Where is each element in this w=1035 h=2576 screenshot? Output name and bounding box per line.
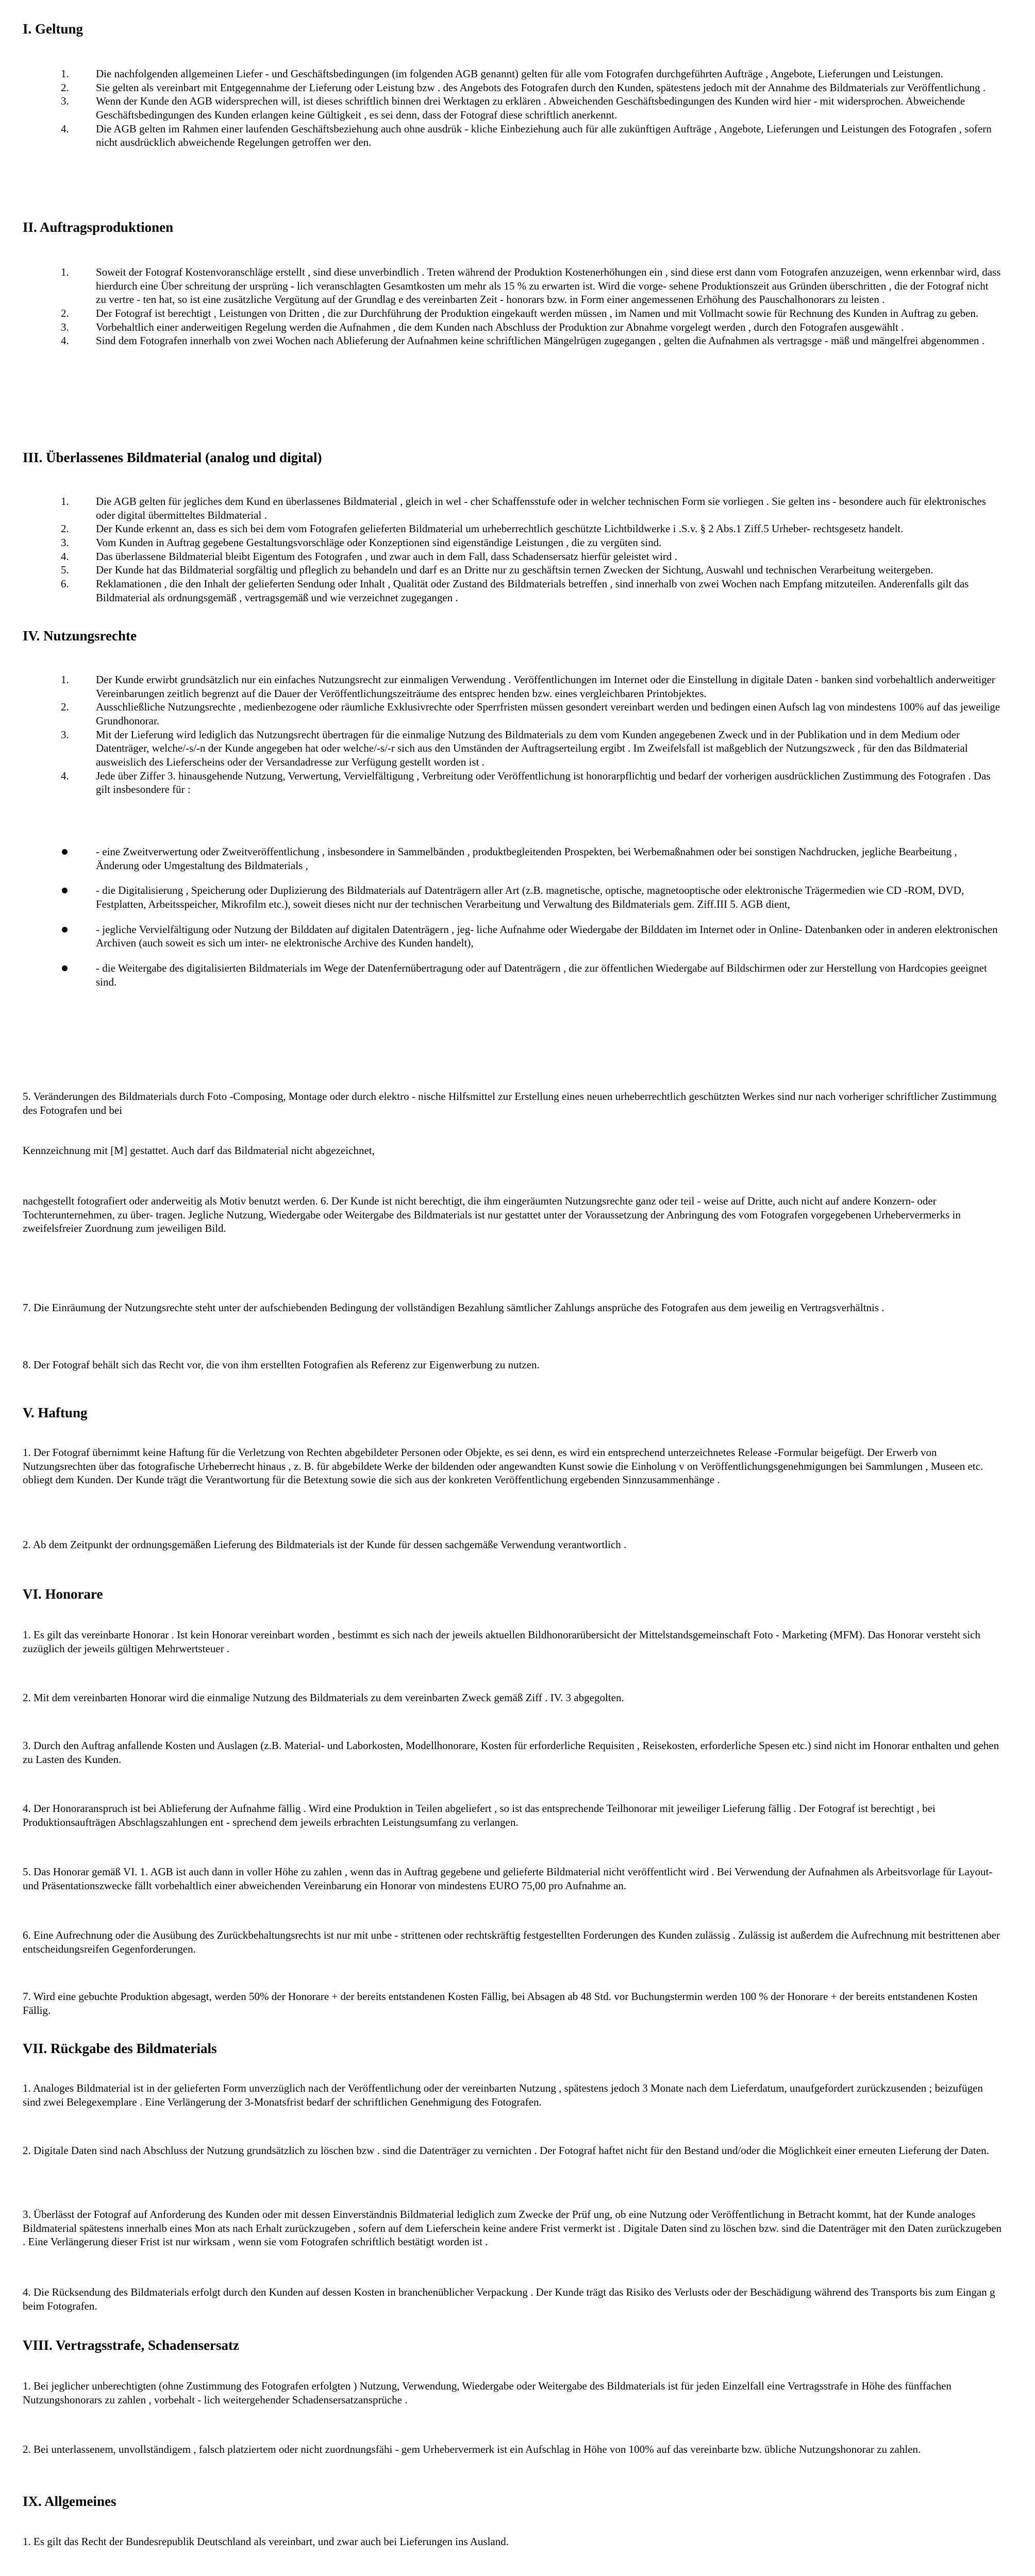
list-text: Der Kunde hat das Bildmaterial sorgfältig und pfleglich zu behandeln und darf es an Dritte nur zu geschäftsin ternen Zwecken der Sichtung, Auswahl und technischen Verarbeitung weitergeben. — [96, 564, 933, 577]
nutzung-paragraph-6: nachgestellt fotografiert oder anderweitig als Motiv benutzt werden. 6. Der Kunde ist nicht berechtigt, die ihm eingeräumten Nutzungsrechte ganz oder teil - weise auf Dritte, auch nicht auf andere Konzern- oder Tochterunternehmen, zu über- tragen. Jegliche Nutzung, Wiedergabe oder Weitergabe des Bildmaterials ist nur gestattet unter der Voraussetzung der Anbringung des vom Fotografen vorgegebenen Urhebervermerks in zweifelsfreier Zuordnung zum jeweiligen Bild. — [23, 1195, 961, 1235]
list-item — [0, 673, 1035, 700]
list-number: 3. — [61, 728, 69, 741]
list-text: Sind dem Fotografen innerhalb von zwei Wochen nach Ablieferung der Aufnahmen keine schriftlichen Mängelrügen zugegangen , gelten die Aufnahmen als vertragsge - mäß und mängelfrei abgenommen . — [96, 334, 985, 347]
section-title-nutzungsrechte: IV. Nutzungsrechte — [23, 628, 137, 643]
list-text: Sie gelten als vereinbart mit Entgegennahme der Lieferung oder Leistung bzw . des Angebots des Fotografen durch den Kunden, spätestens jedoch mit der Annahme des Bildmaterials zur Veröffentlichung . — [96, 81, 986, 94]
bullet-icon — [62, 888, 68, 893]
list-text: Vorbehaltlich einer anderweitigen Regelung werden die Aufnahmen , die dem Kunden nach Abschluss der Produktion zur Abnahme vorgelegt werden , durch den Fotografen ausgewählt . — [96, 320, 904, 333]
bullet-icon — [62, 849, 68, 855]
rueckgabe-paragraph-1: 1. Analoges Bildmaterial ist in der gelieferten Form unverzüglich nach der Veröffentlichung oder der vereinbarten Nutzung , spätestens jedoch 3 Monate nach dem Lieferdatum, unaufgefordert zurückzusenden ; beizufügen sind zwei Belegexemplare . Eine Verlängerung der 3-Monatsfrist bedarf der schriftlichen Genehmigung des Fotografen. — [23, 2082, 983, 2108]
rueckgabe-paragraph-3: 3. Überlässt der Fotograf auf Anforderung des Kunden oder mit dessen Einverständnis Bildmaterial lediglich zum Zwecke der Prüf ung, ob eine Nutzung oder Veröffentlichung in Betracht kommt, hat der Kunde analoges Bildmaterial spätestens innerhalb eines Mon ats nach Erhalt zurückzugeben , sofern auf dem Lieferschein keine andere Frist vermerkt ist . Digitale Daten sind zu löschen bzw. sind die Datenträger mit den Daten zurückzugeben . Eine Verlängerung dieser Frist ist nur wirksam , wenn sie vom Fotografen schriftlich bestätigt worden ist . — [23, 2208, 1002, 2248]
list-number: 1. — [61, 67, 69, 80]
list-number: 2. — [61, 307, 69, 319]
honorare-paragraph-6: 6. Eine Aufrechnung oder die Ausübung des Zurückbehaltungsrechts ist nur mit unbe - strittenen oder rechtskräftig festgestellten Forderungen des Kunden zulässig . Zulässig ist außerdem die Aufrechnung mit bestrittenen aber entscheidungsreifen Gegenforderungen. — [23, 1929, 1000, 1955]
list-number: 2. — [61, 81, 69, 94]
list-item — [0, 81, 1035, 95]
list-number: 6. — [61, 577, 69, 590]
list-item — [0, 122, 1035, 149]
list-item — [0, 67, 1035, 81]
list-number: 2. — [61, 522, 69, 535]
list-number: 3. — [61, 320, 69, 333]
section-title-honorare: VI. Honorare — [23, 1586, 103, 1602]
allgemeines-paragraph-1: 1. Es gilt das Recht der Bundesrepublik Deutschland als vereinbart, und zwar auch bei Lieferungen ins Ausland. — [23, 2535, 509, 2548]
list-item — [0, 307, 1035, 320]
list-item — [0, 334, 1035, 348]
list-item — [0, 769, 1035, 796]
list-item — [0, 522, 1035, 536]
section-title-rueckgabe: VII. Rückgabe des Bildmaterials — [23, 2041, 217, 2056]
bullet-icon — [62, 927, 68, 933]
list-number: 5. — [61, 564, 69, 577]
bullet-text: - jegliche Vervielfältigung oder Nutzung der Bilddaten auf digitalen Datenträgern , jeg- liche Aufnahme oder Wiedergabe der Bilddaten im Internet oder in Online- Datenbanken oder in anderen elektronischen Archiven (auch soweit es sich um inter- ne elektronische Archive des Kunden handelt), — [96, 923, 998, 950]
vertragsstrafe-paragraph-2: 2. Bei unterlassenem, unvollständigem , falsch platziertem oder nicht zuordnungsfähi - gem Urhebervermerk ist ein Aufschlag in Höhe von 100% auf das vereinbarte bzw. übliche Nutzungshonorar zu zahlen. — [23, 2443, 921, 2455]
list-text: Die AGB gelten für jegliches dem Kund en überlassenes Bildmaterial , gleich in wel - cher Schaffensstufe oder in welcher technischen Form sie vorliegen . Sie gelten ins - besondere auch für elektronisches oder digital übermitteltes Bildmaterial . — [96, 495, 986, 521]
list-number: 4. — [61, 122, 69, 135]
nutzung-paragraph-5: 5. Veränderungen des Bildmaterials durch Foto -Composing, Montage oder durch elektro - nische Hilfsmittel zur Erstellung eines neuen urheberrechtlich geschützten Werkes sind nur nach vorheriger schriftlicher Zustimmung des Fotografen und bei — [23, 1090, 997, 1116]
auftrag-list — [0, 265, 1035, 348]
bullet-text: - eine Zweitverwertung oder Zweitveröffentlichung , insbesondere in Sammelbänden , produktbegleitenden Prospekten, bei Werbemaßnahmen oder bei sonstigen Nachdrucken, jegliche Bearbeitung , Änderung oder Umgestaltung des Bildmaterials , — [96, 845, 957, 872]
list-text: Die nachfolgenden allgemeinen Liefer - und Geschäftsbedingungen (im folgenden AGB genannt) gelten für alle vom Fotografen durchgeführten Aufträge , Angebote, Lieferungen und Leistungen. — [96, 67, 943, 80]
honorare-paragraph-1: 1. Es gilt das vereinbarte Honorar . Ist kein Honorar vereinbart worden , bestimmt es sich nach der jeweils aktuellen Bildhonorarübersicht der Mittelstandsgemeinschaft Foto - Marketing (MFM). Das Honorar versteht sich zuzüglich der jeweils gültigen Mehrwertsteuer . — [23, 1629, 981, 1655]
list-text: Das überlassene Bildmaterial bleibt Eigentum des Fotografen , und zwar auch in dem Fall, dass Schadensersatz hierfür geleistet wird . — [96, 550, 677, 563]
bullet-icon — [62, 965, 68, 971]
section-title-auftragsproduktionen: II. Auftragsproduktionen — [23, 219, 174, 235]
list-item — [0, 728, 1035, 769]
bullet-item — [0, 923, 1035, 950]
bildmaterial-list — [0, 495, 1035, 604]
honorare-paragraph-5: 5. Das Honorar gemäß VI. 1. AGB ist auch dann in voller Höhe zu zahlen , wenn das in Auftrag gegebene und gelieferte Bildmaterial nicht veröffentlicht wird . Bei Verwendung der Aufnahmen als Arbeitsvorlage für Layout- und Präsentationszwecke fällt vorbehaltlich einer abweichenden Vereinbarung ein Honorar von mindestens EURO 75,00 pro Aufnahme an. — [23, 1866, 993, 1892]
list-text: Mit der Lieferung wird lediglich das Nutzungsrecht übertragen für die einmalige Nutzung des Bildmaterials zu dem vom Kunden angegebenen Zweck und in der Publikation und in dem Medium oder Datenträger, welche/-s/-n der Kunde angegeben hat oder welche/-s/-r sich aus den Umständen der Auftragserteilung ergibt . Im Zweifelsfall ist maßgeblich der Nutzungszweck , für den das Bildmaterial ausweislich des Lieferscheins oder der Versandadresse zur Verfügung gestellt worden ist . — [96, 728, 968, 768]
list-text: Der Fotograf ist berechtigt , Leistungen von Dritten , die zur Durchführung der Produktion eingekauft werden müssen , im Namen und mit Vollmacht sowie für Rechnung des Kunden in Auftrag zu geben. — [96, 307, 979, 319]
list-text: Reklamationen , die den Inhalt der gelieferten Sendung oder Inhalt , Qualität oder Zustand des Bildmaterials betreffen , sind innerhalb von zwei Wochen nach Empfang mitzuteilen. Anderenfalls gilt das Bildmaterial als ordnungsgemäß , vertragsgemäß und wie verzeichnet zugegangen . — [96, 577, 969, 604]
honorare-paragraph-7: 7. Wird eine gebuchte Produktion abgesagt, werden 50% der Honorare + der bereits entstandenen Kosten Fällig, bei Absagen ab 48 Std. vor Buchungstermin werden 100 % der Honorare + der bereits entstandenen Kosten Fällig. — [23, 1990, 978, 2016]
list-text: Die AGB gelten im Rahmen einer laufenden Geschäftsbeziehung auch ohne ausdrük - kliche Einbeziehung auch für alle zukünftigen Aufträge , Angebote, Lieferungen und Leistungen des Fotografen , sofern nicht ausdrücklich abweichende Regelungen getroffen wer den. — [96, 122, 992, 149]
list-item — [0, 320, 1035, 334]
nutzung-bullets — [0, 845, 1035, 989]
list-item — [0, 265, 1035, 307]
nutzung-kennzeichnung: Kennzeichnung mit [M] gestattet. Auch darf das Bildmaterial nicht abgezeichnet, — [23, 1144, 375, 1157]
nutzung-paragraph-8: 8. Der Fotograf behält sich das Recht vor, die von ihm erstellten Fotografien als Referenz zur Eigenwerbung zu nutzen. — [23, 1359, 540, 1371]
list-number: 1. — [61, 495, 69, 507]
list-number: 3. — [61, 536, 69, 549]
section-title-bildmaterial: III. Überlassenes Bildmaterial (analog und digital) — [23, 450, 322, 465]
list-text: Ausschließliche Nutzungsrechte , medienbezogene oder räumliche Exklusivrechte oder Sperrfristen müssen gesondert vereinbart werden und bedingen einen Aufsch lag von mindestens 100% auf das jeweilige Grundhonorar. — [96, 701, 1000, 727]
bullet-item — [0, 884, 1035, 911]
list-item — [0, 577, 1035, 604]
list-number: 4. — [61, 550, 69, 563]
list-number: 1. — [61, 673, 69, 686]
list-item — [0, 550, 1035, 564]
list-number: 4. — [61, 334, 69, 347]
list-item — [0, 700, 1035, 727]
bullet-item — [0, 845, 1035, 872]
section-title-geltung: I. Geltung — [23, 21, 84, 37]
honorare-paragraph-4: 4. Der Honoraranspruch ist bei Ablieferung der Aufnahme fällig . Wird eine Produktion in Teilen abgeliefert , so ist das entsprechende Teilhonorar mit jeweiliger Lieferung fällig . Der Fotograf ist berechtigt , bei Produktionsaufträgen Abschlagszahlungen ent - sprechend dem jeweils erbrachten Leistungsumfang zu verlangen. — [23, 1802, 936, 1828]
list-item — [0, 563, 1035, 577]
section-title-haftung: V. Haftung — [23, 1405, 88, 1420]
list-number: 1. — [61, 266, 69, 278]
rueckgabe-paragraph-2: 2. Digitale Daten sind nach Abschluss der Nutzung grundsätzlich zu löschen bzw . sind die Datenträger zu vernichten . Der Fotograf haftet nicht für den Bestand und/oder die Möglichkeit einer erneuten Lieferung der Daten. — [23, 2144, 989, 2157]
list-text: Der Kunde erwirbt grundsätzlich nur ein einfaches Nutzungsrecht zur einmaligen Verwendung . Veröffentlichungen im Internet oder die Einstellung in digitale Daten - banken sind vorbehaltlich anderweitiger Vereinbarungen zeitlich begrenzt auf die Dauer der Veröffentlichungszeiträume des entsprec henden bzw. eines vergleichbaren Printobjektes. — [96, 673, 995, 700]
honorare-paragraph-3: 3. Durch den Auftrag anfallende Kosten und Auslagen (z.B. Material- und Laborkosten, Modellhonorare, Kosten für erforderliche Requisiten , Reisekosten, erforderliche Spesen etc.) sind nicht im Honorar enthalten und gehen zu Lasten des Kunden. — [23, 1739, 999, 1766]
list-text: Wenn der Kunde den AGB widersprechen will, ist dieses schriftlich binnen drei Werktagen zu erklären . Abweichenden Geschäftsbedingungen des Kunden wird hier - mit widersprochen. Abweichende Geschäftsbedingungen des Kunden erlangen keine Gültigkeit , es sei denn, dass der Fotograf diese schriftlich anerkennt. — [96, 95, 965, 121]
haftung-paragraph-1: 1. Der Fotograf übernimmt keine Haftung für die Verletzung von Rechten abgebildeter Personen oder Objekte, es sei denn, es wird ein entsprechend unterzeichnetes Release -Formular beigefügt. Der Erwerb von Nutzungsrechten über das fotografische Urheberrecht hinaus , z. B. für abgebildete Werke der bildenden oder angewandten Kunst sowie die Einholung v on Veröffentlichungsgenehmigungen bei Sammlungen , Museen etc. obliegt dem Kunden. Der Kunde trägt die Verantwortung für die Betextung sowie die sich aus der konkreten Veröffentlichung ergebenden Sinnzusammenhänge . — [23, 1446, 983, 1486]
list-text: Der Kunde erkennt an, dass es sich bei dem vom Fotografen gelieferten Bildmaterial um urheberrechtlich geschützte Lichtbildwerke i .S.v. § 2 Abs.1 Ziff.5 Urheber- rechtsgesetz handelt. — [96, 522, 904, 535]
list-number: 4. — [61, 769, 69, 782]
haftung-paragraph-2: 2. Ab dem Zeitpunkt der ordnungsgemäßen Lieferung des Bildmaterials ist der Kunde für dessen sachgemäße Verwendung verantwortlich . — [23, 1538, 627, 1551]
rueckgabe-paragraph-4: 4. Die Rücksendung des Bildmaterials erfolgt durch den Kunden auf dessen Kosten in branchenüblicher Verpackung . Der Kunde trägt das Risiko des Verlusts oder der Beschädigung während des Transports bis zum Eingan g beim Fotografen. — [23, 2286, 995, 2312]
bullet-item — [0, 961, 1035, 989]
nutzung-paragraph-7: 7. Die Einräumung der Nutzungsrechte steht unter der aufschiebenden Bedingung der vollständigen Bezahlung sämtlicher Zahlungs ansprüche des Fotografen aus dem jeweilig en Vertragsverhältnis . — [23, 1301, 884, 1314]
list-number: 3. — [61, 95, 69, 108]
bullet-text: - die Digitalisierung , Speicherung oder Duplizierung des Bildmaterials auf Datenträgern aller Art (z.B. magnetische, optische, magnetooptische oder elektronische Trägermedien wie CD -ROM, DVD, Festplatten, Arbeitsspeicher, Mikrofilm etc.), soweit dieses nicht nur der technischen Verarbeitung und Verwaltung des Bildmaterials gem. Ziff.III 5. AGB dient, — [96, 884, 964, 910]
section-title-vertragsstrafe: VIII. Vertragsstrafe, Schadensersatz — [23, 2337, 239, 2353]
bullet-text: - die Weitergabe des digitalisierten Bildmaterials im Wege der Datenfernübertragung oder auf Datenträgern , die zur öffentlichen Wiedergabe auf Bildschirmen oder zur Herstellung von Hardcopies geeignet sind. — [96, 961, 987, 988]
list-text: Jede über Ziffer 3. hinausgehende Nutzung, Verwertung, Vervielfältigung , Verbreitung oder Veröffentlichung ist honorarpflichtig und bedarf der vorherigen ausdrücklichen Zustimmung des Fotografen . Das gilt insbesondere für : — [96, 769, 991, 796]
list-number: 2. — [61, 701, 69, 714]
list-item — [0, 94, 1035, 122]
geltung-list — [0, 67, 1035, 149]
vertragsstrafe-paragraph-1: 1. Bei jeglicher unberechtigten (ohne Zustimmung des Fotografen erfolgten ) Nutzung, Verwendung, Wiedergabe oder Weitergabe des Bildmaterials ist für jeden Einzelfall eine Vertragsstrafe in Höhe des fünffachen Nutzungshonorars zu zahlen , vorbehalt - lich weitergehender Schadensersatzansprüche . — [23, 2380, 951, 2406]
list-text: Soweit der Fotograf Kostenvoranschläge erstellt , sind diese unverbindlich . Treten während der Produktion Kostenerhöhungen ein , sind diese erst dann vom Fotografen anzuzeigen, wenn erkennbar wird, dass hierdurch eine Über schreitung der ursprüng - lich veranschlagten Gesamtkosten um mehr als 15 % zu erwarten ist. Wird die vorge- sehene Produktionszeit aus Gründen überschritten , die der Fotograf nicht zu vertre - ten hat, so ist eine zusätzliche Vergütung auf der Grundlag e des vereinbarten Zeit - honorars bzw. in Form einer angemessenen Erhöhung des Pauschalhonorars zu leisten . — [96, 266, 1001, 306]
section-title-allgemeines: IX. Allgemeines — [23, 2494, 116, 2509]
list-item — [0, 536, 1035, 550]
list-text: Vom Kunden in Auftrag gegebene Gestaltungsvorschläge oder Konzeptionen sind eigenständige Leistungen , die zu vergüten sind. — [96, 536, 662, 549]
nutzung-list — [0, 673, 1035, 796]
list-item — [0, 495, 1035, 522]
honorare-paragraph-2: 2. Mit dem vereinbarten Honorar wird die einmalige Nutzung des Bildmaterials zu dem vereinbarten Zweck gemäß Ziff . IV. 3 abgegolten. — [23, 1691, 624, 1704]
